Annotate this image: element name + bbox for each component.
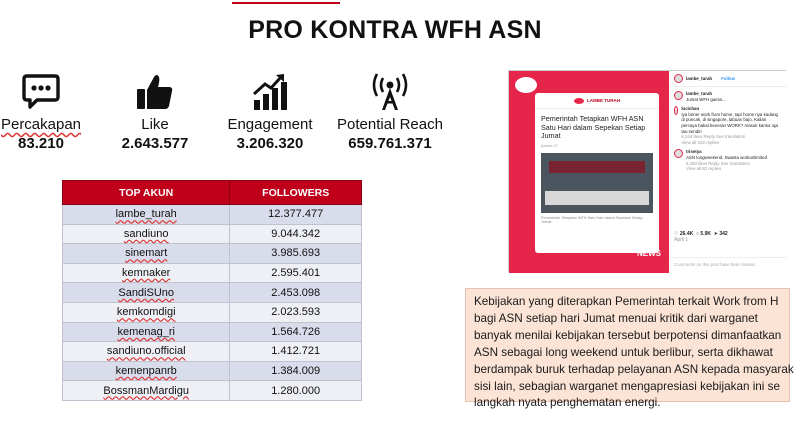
news-photo (541, 153, 653, 213)
caption-user[interactable]: lambe_turah (686, 91, 713, 96)
comments-limited-notice: Comments on this post have been limited. (669, 257, 787, 271)
table-header-row (63, 181, 362, 205)
table-row (63, 322, 362, 342)
account-cell: BossmanMardigu (63, 381, 230, 401)
comment-user[interactable]: lucichan (681, 106, 700, 112)
comment-meta[interactable]: 3,493 likes Reply See translation (686, 160, 750, 166)
account-cell: SandiSUno (63, 283, 230, 303)
stat-value: 659.761.371 (348, 135, 432, 152)
comment-icon[interactable]: ○ (696, 231, 700, 237)
stat-potential-reach (336, 70, 444, 152)
comments-panel (669, 71, 787, 273)
summary-line: langkah nyata penghematan energi. (474, 396, 661, 410)
stat-label: Potential Reach (337, 116, 443, 133)
follow-button[interactable]: Follow (721, 76, 736, 81)
caption-text: Jumat WFH gaess... (686, 96, 726, 102)
comment-text: ASN longweekend. Swasta workunlimited (686, 154, 768, 160)
stat-label: Percakapan (0, 116, 82, 133)
top-accent-line (232, 2, 340, 4)
share-count: 342 (719, 231, 728, 237)
broadcast-tower-icon (336, 70, 444, 114)
account-cell: kemenpanrb (63, 361, 230, 381)
speech-bubble-icon (0, 70, 82, 114)
followers-cell: 12.377.477 (230, 205, 362, 225)
stat-label: Engagement (227, 116, 313, 133)
comment-count: 5.9K (700, 231, 711, 237)
account-cell: lambe_turah (63, 205, 230, 225)
table-row (63, 342, 362, 362)
lips-logo-icon (515, 77, 537, 93)
share-icon[interactable]: ➤ (713, 231, 718, 237)
col-header-followers: FOLLOWERS (230, 181, 362, 205)
avatar (674, 106, 678, 115)
news-caption: Pemerintah Tetapkan WFH Satu Hari dalam Sepekan Setiap Jumat (541, 215, 643, 224)
table-row (63, 224, 362, 244)
photo-desk (545, 191, 649, 205)
account-cell: kemnaker (63, 263, 230, 283)
stat-label: Like (141, 116, 169, 133)
summary-line: berdampak buruk terhadap pelayanan ASN kepada masyarak (474, 362, 794, 376)
stat-like (110, 70, 200, 152)
brand-name: LAMBE TURAH (587, 98, 620, 103)
table-row (63, 244, 362, 264)
avatar (674, 149, 683, 158)
table-row (63, 283, 362, 303)
summary-line: ASN sebagai long weekend untuk berlibur, serta dikhawat (474, 345, 773, 359)
comment (669, 102, 787, 145)
followers-cell: 2.453.098 (230, 283, 362, 303)
top-accounts-table (62, 180, 362, 401)
table-row (63, 205, 362, 225)
stat-value: 83.210 (18, 135, 64, 152)
avatar (674, 91, 683, 100)
instagram-post-screenshot (508, 70, 786, 272)
account-cell: sandiuno (63, 224, 230, 244)
summary-line: Kebijakan yang diterapkan Pemerintah terkait Work from H (474, 295, 779, 308)
stat-percakapan (0, 70, 82, 152)
account-cell: kemenag_ri (63, 322, 230, 342)
table-row (63, 381, 362, 401)
table-row (63, 302, 362, 322)
comment-meta[interactable]: 6,244 likes Reply See translation (681, 134, 746, 140)
account-cell: sandiuno.official (63, 342, 230, 362)
account-cell: kemkomdigi (63, 302, 230, 322)
followers-cell: 1.384.009 (230, 361, 362, 381)
comment (669, 145, 787, 171)
news-headline: Pemerintah Tetapkan WFH ASN Satu Hari dalam Sepekan Setiap Jumat (541, 114, 646, 141)
stat-value: 3.206.320 (236, 135, 304, 152)
table-row (63, 361, 362, 381)
col-header-account: TOP AKUN (63, 181, 230, 205)
summary-textbox (465, 288, 794, 410)
followers-cell: 9.044.342 (230, 224, 362, 244)
page-title: PRO KONTRA WFH ASN (248, 16, 542, 44)
view-replies-link[interactable]: View all 82 replies (686, 166, 722, 172)
followers-cell: 3.985.693 (230, 244, 362, 264)
summary-line: sisi lain, sebagian warganet mengapresiasi kebijakan ini se (474, 379, 780, 393)
lips-icon (574, 98, 584, 104)
followers-cell: 1.412.721 (230, 342, 362, 362)
post-date: April 1 (674, 237, 689, 243)
post-caption (669, 87, 787, 102)
account-name[interactable]: lambe_turah (686, 76, 713, 81)
table-row (63, 263, 362, 283)
comment-user[interactable]: trisetya (686, 149, 702, 155)
stat-engagement (222, 70, 318, 152)
news-card-header (535, 93, 659, 109)
news-byline: Admin LT (541, 142, 558, 148)
account-cell: sinemart (63, 244, 230, 264)
post-actions (674, 231, 728, 243)
post-header (669, 71, 787, 87)
like-count: 26.4K (679, 231, 694, 237)
followers-cell: 1.280.000 (230, 381, 362, 401)
stat-value: 2.643.577 (121, 135, 189, 152)
followers-cell: 1.564.726 (230, 322, 362, 342)
followers-cell: 2.595.401 (230, 263, 362, 283)
growth-chart-icon (222, 70, 318, 114)
comment-text: Iya bener work from home, tapi home nya kadang di puncak, di singapore, labuan bajo. Kalian percaya bakal beneran WORK? masuk kantor aja tau sendiri (681, 111, 778, 134)
photo-banner (549, 161, 645, 173)
hot-news-label: HOT NEWS (637, 242, 661, 258)
post-image (509, 71, 669, 273)
thumbs-up-icon (110, 70, 200, 114)
heart-icon[interactable]: ♡ (674, 231, 679, 237)
news-card (535, 93, 659, 253)
summary-line: banyak menilai kebijakan tersebut berpotensi dimanfaatkan (474, 328, 782, 342)
followers-cell: 2.023.593 (230, 302, 362, 322)
summary-line: bagi ASN setiap hari Jumat menuai kritik dari warganet (474, 311, 758, 325)
view-replies-link[interactable]: View all 102 replies (681, 139, 720, 145)
avatar (674, 74, 683, 83)
